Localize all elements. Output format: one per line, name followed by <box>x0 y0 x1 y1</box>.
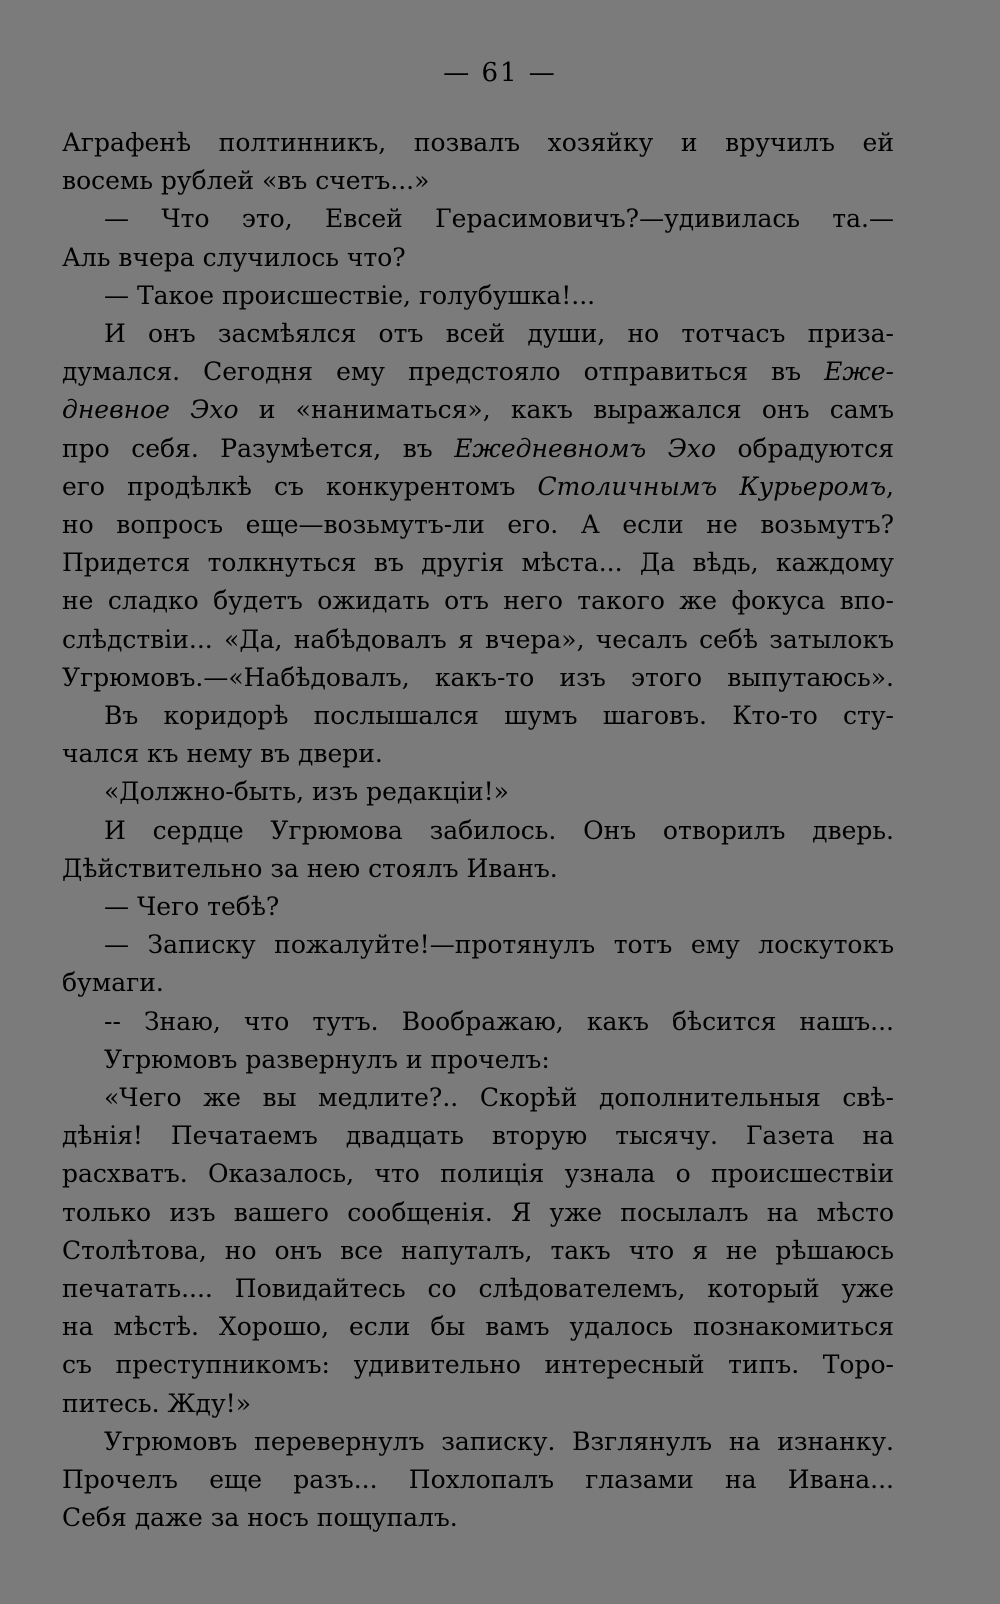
italic-text: Столичнымъ Курьеромъ <box>537 471 887 501</box>
text-line: -- Знаю, что тутъ. Воображаю, какъ бѣсится нашъ... <box>104 1006 894 1036</box>
italic-text: Ежедневномъ Эхо <box>454 433 716 463</box>
text-line <box>62 353 894 391</box>
text-line: Угрюмовъ.—«Набѣдовалъ, какъ-то изъ этого выпутаюсь». <box>62 662 894 692</box>
text-line <box>62 430 894 468</box>
text-line: Столѣтова, но онъ все напуталъ, такъ что я не рѣшаюсь <box>62 1235 894 1265</box>
text-span: думался. Сегодня ему предстояло отправиться въ <box>62 357 825 387</box>
text-span: его продѣлкѣ съ конкурентомъ <box>62 471 538 501</box>
text-line <box>62 468 894 506</box>
text-span: обрадуются <box>716 433 894 463</box>
text-line: — Такое происшествіе, голубушка!... <box>104 280 596 310</box>
text-line: Аль вчера случилось что? <box>62 242 406 272</box>
text-line: только изъ вашего сообщенія. Я уже посылалъ на мѣсто <box>62 1197 894 1227</box>
text-line: Аграфенѣ полтинникъ, позвалъ хозяйку и вручилъ ей <box>62 128 894 157</box>
text-line: И онъ засмѣялся отъ всей души, но тотчасъ призa- <box>104 319 894 348</box>
text-line: — Что это, Евсей Герасимовичъ?—удивилась та.— <box>104 204 894 234</box>
italic-text: Ежe- <box>824 357 894 387</box>
text-line: — Чего тебѣ? <box>104 892 280 921</box>
text-line: дѣнія! Печатаемъ двадцать вторую тысячу. Газета на <box>62 1121 894 1151</box>
text-line: Угрюмовъ развернулъ и прочелъ: <box>104 1044 550 1074</box>
text-line: И сердце Угрюмова забилось. Онъ отворилъ дверь. <box>104 815 894 845</box>
text-line: бумаги. <box>62 968 164 998</box>
text-line: «Должно-быть, изъ редакціи!» <box>104 777 509 807</box>
text-line: Угрюмовъ перевернулъ записку. Взглянулъ на изнанку. <box>104 1426 894 1456</box>
page-number: — 61 — <box>443 58 557 88</box>
text-line: восемь рублей «въ счетъ...» <box>62 166 430 196</box>
text-line: расхватъ. Оказалось, что полиція узнала о происшествіи <box>62 1159 894 1189</box>
text-line: Дѣйствительно за нею стоялъ Иванъ. <box>62 853 558 883</box>
text-line: — Записку пожалуйте!—протянулъ тотъ ему лоскутокъ <box>104 930 894 960</box>
text-line: но вопросъ еще—возьмутъ-ли его. А если не возьмутъ? <box>62 510 894 539</box>
text-line: на мѣстѣ. Хорошо, если бы вамъ удалось познакомиться <box>62 1312 894 1342</box>
text-line: Прочелъ еще разъ... Похлопалъ глазами на Ивана... <box>62 1465 894 1494</box>
text-line: «Чего же вы медлите?.. Скорѣй дополнительныя свѣ- <box>104 1083 894 1112</box>
text-span: и «наниматься», какъ выражался онъ самъ <box>238 395 894 425</box>
text-span: , <box>886 471 894 501</box>
text-line: слѣдствіи... «Да, набѣдовалъ я вчера», чесалъ себѣ затылокъ <box>62 624 894 654</box>
text-line: Себя даже за носъ пощупалъ. <box>62 1503 458 1533</box>
text-line: Въ коридорѣ послышался шумъ шаговъ. Кто-то сту- <box>104 701 894 730</box>
text-line: не сладко будетъ ожидать отъ него такого же фокуса впо- <box>62 586 894 616</box>
italic-text: дневное Эхо <box>62 395 239 425</box>
text-line <box>62 391 894 429</box>
text-line: чался къ нему въ двери. <box>62 739 383 769</box>
text-line: Придется толкнуться въ другія мѣста... Да вѣдь, каждому <box>62 548 894 578</box>
text-line: съ преступникомъ: удивительно интересный типъ. Торо- <box>62 1350 894 1380</box>
text-line: печатать.... Повидайтесь со слѣдователемъ, который уже <box>62 1274 894 1303</box>
text-span: про себя. Разумѣется, въ <box>62 433 455 463</box>
text-line: питесь. Жду!» <box>62 1388 251 1418</box>
